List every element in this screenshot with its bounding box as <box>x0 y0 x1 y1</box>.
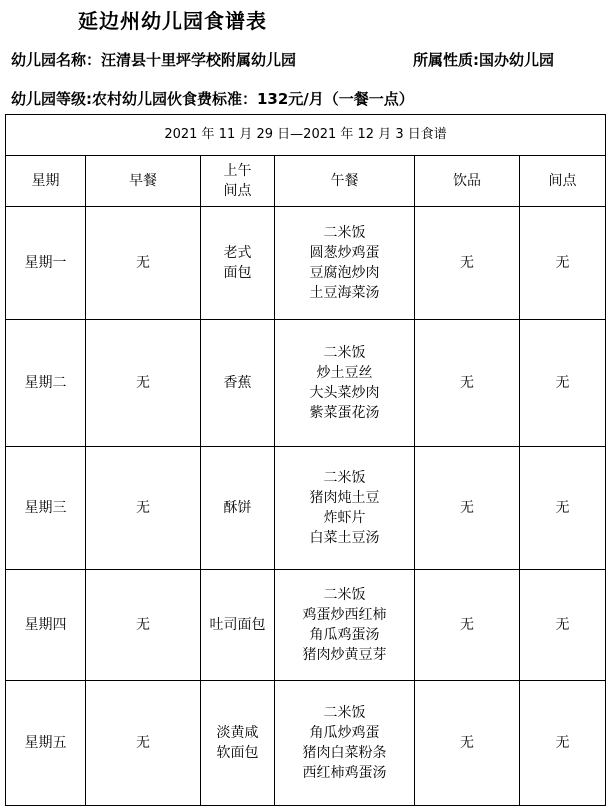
lunch-item: 土豆海菜汤 <box>309 285 380 301</box>
lunch-item: 二米饭 <box>323 225 366 241</box>
lunch-item: 圆葱炒鸡蛋 <box>309 245 380 261</box>
drink-cell: 无 <box>415 320 520 447</box>
am-snack-cell <box>201 447 275 570</box>
col-header-day: 星期 <box>6 156 86 207</box>
am-snack-item: 酥饼 <box>223 500 252 516</box>
table-row <box>6 207 606 320</box>
breakfast-cell: 无 <box>86 207 201 320</box>
lunch-item: 二米饭 <box>323 345 366 361</box>
lunch-item: 炒土豆丝 <box>316 365 373 381</box>
lunch-item: 紫菜蛋花汤 <box>309 405 380 421</box>
am-snack-item: 香蕉 <box>223 375 252 391</box>
col-header-drink: 饮品 <box>415 156 520 207</box>
lunch-cell <box>275 447 415 570</box>
lunch-item: 白菜土豆汤 <box>309 530 380 546</box>
lunch-item: 二米饭 <box>323 587 366 603</box>
snack-cell: 无 <box>520 681 606 806</box>
breakfast-cell: 无 <box>86 681 201 806</box>
kindergarten-grade-fee: 幼儿园等级:农村幼儿园伙食费标准：132元/月（一餐一点） <box>11 90 414 108</box>
snack-cell: 无 <box>520 320 606 447</box>
col-header-snack: 间点 <box>520 156 606 207</box>
page-title: 延边州幼儿园食谱表 <box>78 9 267 33</box>
day-cell: 星期三 <box>6 447 86 570</box>
lunch-item: 猪肉炒黄豆芽 <box>302 647 387 663</box>
am-snack-cell <box>201 207 275 320</box>
breakfast-cell: 无 <box>86 570 201 681</box>
day-cell: 星期一 <box>6 207 86 320</box>
am-snack-item: 淡黄咸 <box>216 725 259 741</box>
table-row <box>6 570 606 681</box>
snack-cell: 无 <box>520 207 606 320</box>
breakfast-cell: 无 <box>86 447 201 570</box>
drink-cell: 无 <box>415 447 520 570</box>
col-header-am-snack-line2: 间点 <box>223 183 252 199</box>
lunch-item: 大头菜炒肉 <box>309 385 380 401</box>
lunch-item: 二米饭 <box>323 470 366 486</box>
lunch-cell <box>275 320 415 447</box>
table-row <box>6 681 606 806</box>
lunch-cell <box>275 681 415 806</box>
col-header-am-snack-line1: 上午 <box>223 163 252 179</box>
am-snack-cell <box>201 320 275 447</box>
period-row <box>6 115 606 156</box>
col-header-breakfast: 早餐 <box>86 156 201 207</box>
am-snack-item: 老式 <box>223 245 252 261</box>
table-row <box>6 447 606 570</box>
am-snack-item: 软面包 <box>216 745 259 761</box>
kindergarten-name: 幼儿园名称：汪清县十里坪学校附属幼儿园 <box>11 51 297 69</box>
col-header-lunch: 午餐 <box>275 156 415 207</box>
am-snack-item: 面包 <box>223 265 252 281</box>
table-row <box>6 320 606 447</box>
lunch-item: 猪肉白菜粉条 <box>302 745 387 761</box>
col-header-am-snack <box>201 156 275 207</box>
lunch-item: 炸虾片 <box>323 510 366 526</box>
breakfast-cell: 无 <box>86 320 201 447</box>
day-cell: 星期五 <box>6 681 86 806</box>
am-snack-item: 吐司面包 <box>209 617 266 633</box>
column-header-row <box>6 156 606 207</box>
lunch-cell <box>275 570 415 681</box>
drink-cell: 无 <box>415 681 520 806</box>
menu-period: 2021 年 11 月 29 日—2021 年 12 月 3 日食谱 <box>6 115 606 156</box>
kindergarten-nature: 所属性质:国办幼儿园 <box>413 51 554 69</box>
lunch-item: 鸡蛋炒西红柿 <box>302 607 387 623</box>
lunch-cell <box>275 207 415 320</box>
drink-cell: 无 <box>415 207 520 320</box>
snack-cell: 无 <box>520 447 606 570</box>
lunch-item: 角瓜鸡蛋汤 <box>309 627 380 643</box>
day-cell: 星期二 <box>6 320 86 447</box>
am-snack-cell <box>201 681 275 806</box>
lunch-item: 猪肉炖土豆 <box>309 490 380 506</box>
day-cell: 星期四 <box>6 570 86 681</box>
snack-cell: 无 <box>520 570 606 681</box>
lunch-item: 西红柿鸡蛋汤 <box>302 765 387 781</box>
lunch-item: 豆腐泡炒肉 <box>309 265 380 281</box>
menu-table <box>5 114 606 806</box>
drink-cell: 无 <box>415 570 520 681</box>
am-snack-cell <box>201 570 275 681</box>
lunch-item: 角瓜炒鸡蛋 <box>309 725 380 741</box>
lunch-item: 二米饭 <box>323 705 366 721</box>
